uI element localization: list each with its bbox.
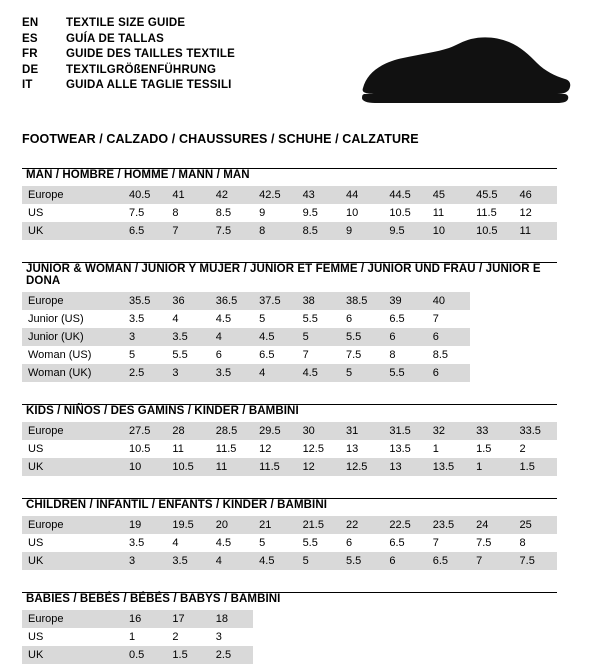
cell	[514, 292, 557, 310]
cell	[470, 292, 513, 310]
row-label: US	[22, 204, 123, 222]
cell: 43	[297, 186, 340, 204]
cell: 3.5	[123, 534, 166, 552]
cell: 22	[340, 516, 383, 534]
cell: 10.5	[123, 440, 166, 458]
language-title: GUIDA ALLE TAGLIE TESSILI	[66, 79, 232, 91]
cell: 7	[470, 552, 513, 570]
cell: 36	[166, 292, 209, 310]
language-code: ES	[22, 32, 38, 45]
cell: 13	[383, 458, 426, 476]
cell: 5	[297, 328, 340, 346]
cell: 5	[297, 552, 340, 570]
cell-empty	[340, 646, 383, 664]
cell: 40.5	[123, 186, 166, 204]
cell: 10.5	[166, 458, 209, 476]
row-label: US	[22, 534, 123, 552]
cell-empty	[297, 646, 340, 664]
cell: 1.5	[470, 440, 513, 458]
cell: 4	[210, 328, 253, 346]
row-label: Junior (UK)	[22, 328, 123, 346]
cell: 4.5	[253, 552, 296, 570]
language-code: FR	[22, 48, 38, 60]
cell: 31.5	[383, 422, 426, 440]
cell: 33	[470, 422, 513, 440]
cell: 2.5	[210, 646, 253, 664]
size-table	[22, 516, 557, 570]
cell	[514, 328, 557, 346]
cell-empty	[427, 610, 470, 628]
cell-empty	[470, 628, 513, 646]
cell: 32	[427, 422, 470, 440]
cell: 4	[166, 310, 209, 328]
cell: 4.5	[210, 534, 253, 552]
cell: 45	[427, 186, 470, 204]
dress-shoe-icon	[357, 32, 572, 112]
cell: 7.5	[123, 204, 166, 222]
size-group-kids	[22, 404, 578, 476]
cell: 4	[210, 552, 253, 570]
cell: 19	[123, 516, 166, 534]
cell: 5.5	[297, 310, 340, 328]
cell: 10.5	[383, 204, 426, 222]
cell: 3.5	[123, 310, 166, 328]
cell: 5.5	[340, 552, 383, 570]
cell: 6	[427, 364, 470, 382]
cell: 11.5	[470, 204, 513, 222]
language-row	[22, 32, 235, 48]
table-row	[22, 186, 557, 204]
cell-empty	[514, 628, 557, 646]
cell: 7.5	[340, 346, 383, 364]
cell: 31	[340, 422, 383, 440]
cell: 10	[340, 204, 383, 222]
row-label: Europe	[22, 186, 123, 204]
cell: 11	[210, 458, 253, 476]
cell: 7	[427, 310, 470, 328]
cell-empty	[470, 646, 513, 664]
cell: 12	[253, 440, 296, 458]
table-row	[22, 458, 557, 476]
language-code: IT	[22, 79, 33, 91]
cell: 7	[297, 346, 340, 364]
cell: 42.5	[253, 186, 296, 204]
cell-empty	[383, 646, 426, 664]
cell: 38.5	[340, 292, 383, 310]
cell: 24	[470, 516, 513, 534]
cell: 9	[340, 222, 383, 240]
row-label: Junior (US)	[22, 310, 123, 328]
cell-empty	[427, 628, 470, 646]
cell: 5	[123, 346, 166, 364]
cell: 5	[253, 534, 296, 552]
cell: 19.5	[166, 516, 209, 534]
cell	[470, 328, 513, 346]
cell: 10	[123, 458, 166, 476]
group-title: BABIES / BEBÉS / BÉBÉS / BABYS / BAMBINI	[26, 593, 281, 605]
cell: 41	[166, 186, 209, 204]
cell: 8	[383, 346, 426, 364]
cell: 5	[340, 364, 383, 382]
cell: 12	[297, 458, 340, 476]
row-label: US	[22, 628, 123, 646]
cell: 45.5	[470, 186, 513, 204]
cell: 5.5	[340, 328, 383, 346]
table-row	[22, 628, 557, 646]
cell-empty	[514, 610, 557, 628]
cell	[470, 310, 513, 328]
cell: 8	[166, 204, 209, 222]
cell: 9.5	[297, 204, 340, 222]
table-row	[22, 222, 557, 240]
cell: 3.5	[210, 364, 253, 382]
cell: 16	[123, 610, 166, 628]
cell: 3	[123, 328, 166, 346]
category-title: FOOTWEAR / CALZADO / CHAUSSURES / SCHUHE / CALZATURE	[22, 132, 419, 146]
group-title: KIDS / NIÑOS / DES GAMINS / KINDER / BAMBINI	[26, 405, 299, 417]
size-table	[22, 186, 557, 240]
cell: 6.5	[123, 222, 166, 240]
language-row	[22, 47, 235, 63]
cell-empty	[253, 646, 296, 664]
cell: 8	[514, 534, 557, 552]
table-row	[22, 534, 557, 552]
size-group-babies	[22, 592, 578, 664]
cell: 1.5	[166, 646, 209, 664]
cell: 30	[297, 422, 340, 440]
row-label: UK	[22, 646, 123, 664]
cell: 29.5	[253, 422, 296, 440]
language-row	[22, 78, 235, 94]
cell-empty	[253, 628, 296, 646]
cell: 7	[427, 534, 470, 552]
cell: 6.5	[253, 346, 296, 364]
cell-empty	[383, 628, 426, 646]
cell-empty	[470, 610, 513, 628]
cell-empty	[297, 628, 340, 646]
table-row	[22, 440, 557, 458]
cell: 40	[427, 292, 470, 310]
cell: 7.5	[210, 222, 253, 240]
cell-empty	[297, 610, 340, 628]
cell: 6	[383, 552, 426, 570]
cell: 18	[210, 610, 253, 628]
size-group-children	[22, 498, 578, 570]
row-label: Woman (UK)	[22, 364, 123, 382]
table-row	[22, 364, 557, 382]
group-title: CHILDREN / INFANTIL / ENFANTS / KINDER / BAMBINI	[26, 499, 328, 511]
cell: 11	[514, 222, 557, 240]
row-label: UK	[22, 222, 123, 240]
cell: 3.5	[166, 328, 209, 346]
cell: 6	[427, 328, 470, 346]
cell: 38	[297, 292, 340, 310]
cell	[470, 346, 513, 364]
cell: 5.5	[166, 346, 209, 364]
cell: 6	[210, 346, 253, 364]
cell: 12	[514, 204, 557, 222]
table-row	[22, 292, 557, 310]
cell-empty	[253, 610, 296, 628]
cell: 2.5	[123, 364, 166, 382]
cell: 5.5	[383, 364, 426, 382]
row-label: US	[22, 440, 123, 458]
group-title: JUNIOR & WOMAN / JUNIOR Y MUJER / JUNIOR ET FEMME / JUNIOR UND FRAU / JUNIOR E DONA	[26, 263, 541, 287]
language-title-list	[22, 16, 235, 94]
cell: 42	[210, 186, 253, 204]
cell: 4.5	[297, 364, 340, 382]
cell	[470, 364, 513, 382]
cell: 5.5	[297, 534, 340, 552]
cell: 6.5	[383, 310, 426, 328]
size-table	[22, 292, 557, 382]
table-row	[22, 346, 557, 364]
cell: 4.5	[210, 310, 253, 328]
cell: 6.5	[427, 552, 470, 570]
cell: 12.5	[297, 440, 340, 458]
cell: 4	[253, 364, 296, 382]
cell: 9.5	[383, 222, 426, 240]
cell: 28.5	[210, 422, 253, 440]
cell: 1.5	[514, 458, 557, 476]
language-title: GUIDE DES TAILLES TEXTILE	[66, 48, 235, 60]
cell: 6	[340, 534, 383, 552]
language-code: EN	[22, 17, 39, 29]
cell: 17	[166, 610, 209, 628]
cell-empty	[514, 646, 557, 664]
table-row	[22, 422, 557, 440]
cell: 1	[123, 628, 166, 646]
cell: 36.5	[210, 292, 253, 310]
cell: 12.5	[340, 458, 383, 476]
table-row	[22, 552, 557, 570]
language-row	[22, 63, 235, 79]
cell: 7	[166, 222, 209, 240]
size-group-junior-woman	[22, 262, 578, 382]
cell: 8.5	[297, 222, 340, 240]
table-row	[22, 310, 557, 328]
cell: 3	[123, 552, 166, 570]
cell: 11	[166, 440, 209, 458]
cell: 13.5	[427, 458, 470, 476]
cell: 8.5	[427, 346, 470, 364]
group-title: MAN / HOMBRE / HOMME / MANN / MAN	[26, 169, 250, 181]
cell: 10	[427, 222, 470, 240]
cell: 22.5	[383, 516, 426, 534]
row-label: Woman (US)	[22, 346, 123, 364]
cell: 9	[253, 204, 296, 222]
cell: 27.5	[123, 422, 166, 440]
cell: 5	[253, 310, 296, 328]
size-table	[22, 422, 557, 476]
row-label: UK	[22, 552, 123, 570]
cell-empty	[340, 610, 383, 628]
cell: 3.5	[166, 552, 209, 570]
language-code: DE	[22, 63, 39, 76]
cell: 1	[470, 458, 513, 476]
cell	[514, 364, 557, 382]
cell: 6	[383, 328, 426, 346]
language-title: TEXTILE SIZE GUIDE	[66, 17, 186, 29]
cell: 3	[166, 364, 209, 382]
cell: 6.5	[383, 534, 426, 552]
table-row	[22, 204, 557, 222]
cell: 37.5	[253, 292, 296, 310]
cell: 35.5	[123, 292, 166, 310]
table-row	[22, 516, 557, 534]
cell: 11.5	[253, 458, 296, 476]
table-row	[22, 646, 557, 664]
cell: 39	[383, 292, 426, 310]
cell: 8.5	[210, 204, 253, 222]
cell: 11	[427, 204, 470, 222]
cell: 7.5	[470, 534, 513, 552]
row-label: Europe	[22, 516, 123, 534]
cell: 21	[253, 516, 296, 534]
cell: 7.5	[514, 552, 557, 570]
cell: 20	[210, 516, 253, 534]
table-row	[22, 328, 557, 346]
cell: 21.5	[297, 516, 340, 534]
cell: 2	[514, 440, 557, 458]
cell: 8	[253, 222, 296, 240]
row-label: UK	[22, 458, 123, 476]
cell-empty	[427, 646, 470, 664]
cell: 11.5	[210, 440, 253, 458]
cell: 2	[166, 628, 209, 646]
cell-empty	[383, 610, 426, 628]
cell	[514, 346, 557, 364]
row-label: Europe	[22, 610, 123, 628]
language-title: GUÍA DE TALLAS	[66, 32, 164, 45]
cell: 25	[514, 516, 557, 534]
size-group-man	[22, 168, 578, 240]
cell: 46	[514, 186, 557, 204]
document-header	[22, 16, 578, 112]
cell-empty	[340, 628, 383, 646]
cell: 1	[427, 440, 470, 458]
cell: 13.5	[383, 440, 426, 458]
row-label: Europe	[22, 292, 123, 310]
cell	[514, 310, 557, 328]
cell: 28	[166, 422, 209, 440]
size-table	[22, 610, 557, 664]
cell: 4.5	[253, 328, 296, 346]
language-row	[22, 16, 235, 32]
cell: 44	[340, 186, 383, 204]
cell: 4	[166, 534, 209, 552]
table-row	[22, 610, 557, 628]
cell: 44.5	[383, 186, 426, 204]
cell: 0.5	[123, 646, 166, 664]
cell: 33.5	[514, 422, 557, 440]
cell: 23.5	[427, 516, 470, 534]
cell: 3	[210, 628, 253, 646]
cell: 10.5	[470, 222, 513, 240]
cell: 6	[340, 310, 383, 328]
cell: 13	[340, 440, 383, 458]
language-title: TEXTILGRÖßENFÜHRUNG	[66, 63, 217, 76]
row-label: Europe	[22, 422, 123, 440]
